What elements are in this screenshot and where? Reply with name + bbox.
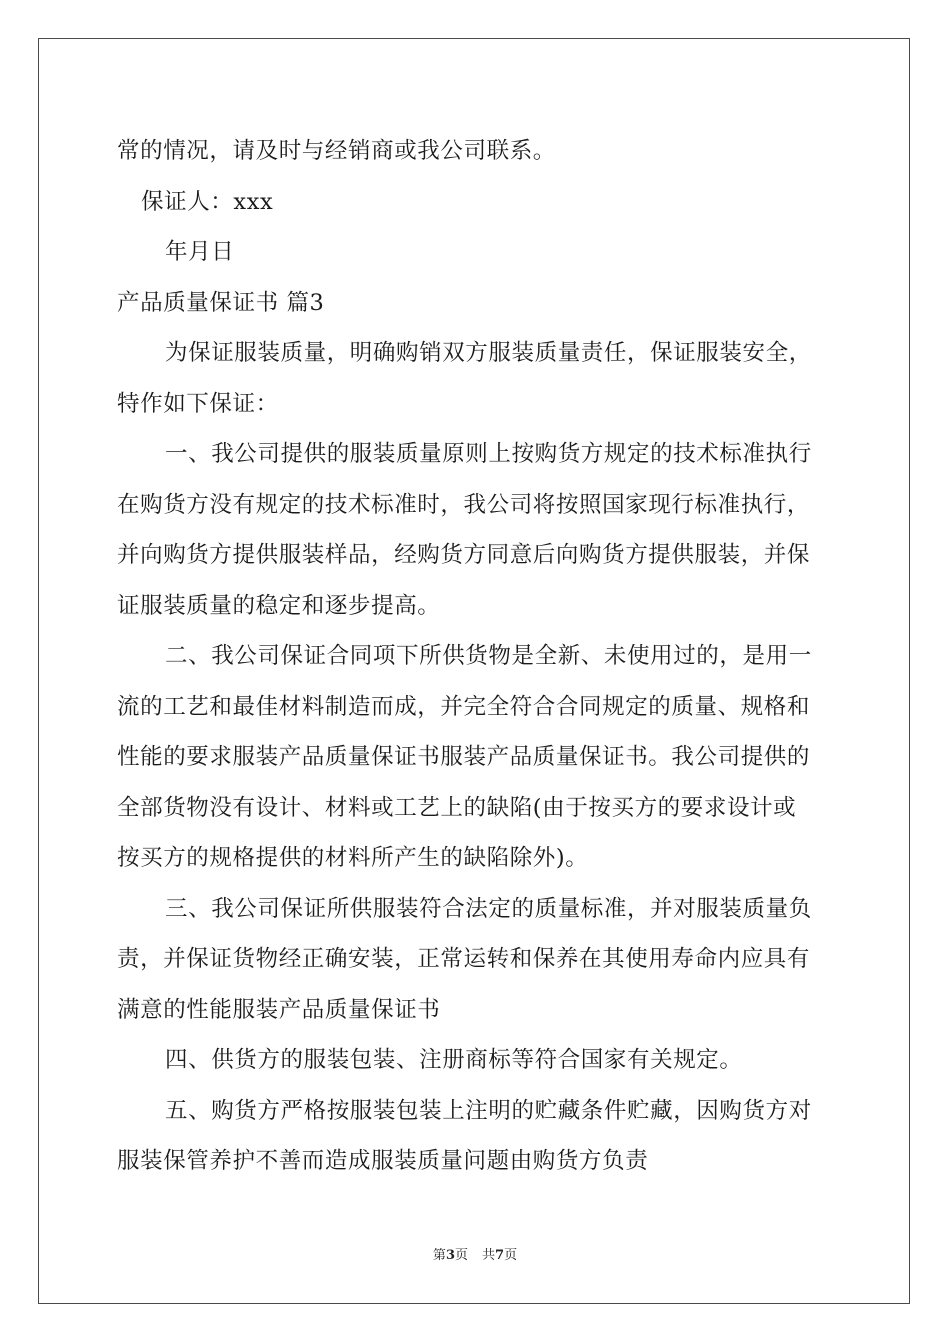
paragraph-line: 一、我公司提供的服装质量原则上按购货方规定的技术标准执行 — [165, 441, 812, 467]
paragraph-line: 按买方的规格提供的材料所产生的缺陷除外)。 — [117, 845, 589, 871]
paragraph-line: 证服装质量的稳定和逐步提高。 — [117, 592, 441, 619]
section-heading: 产品质量保证书 篇3 — [117, 289, 325, 316]
paragraph-line: 特作如下保证： — [117, 390, 279, 417]
paragraph-line: 常的情况，请及时与经销商或我公司联系。 — [117, 138, 556, 164]
total-unit: 页 — [504, 1248, 518, 1263]
paragraph-line: 并向购货方提供服装样品，经购货方同意后向购货方提供服装，并保 — [117, 542, 811, 568]
total-prefix: 共 — [482, 1248, 496, 1263]
paragraph-line: 二、我公司保证合同项下所供货物是全新、未使用过的，是用一 — [165, 643, 812, 669]
paragraph-line: 五、购货方严格按服装包装上注明的贮藏条件贮藏，因购货方对 — [165, 1097, 812, 1124]
guarantor-line: 保证人：xxx — [141, 188, 274, 215]
page-total: 7 — [495, 1248, 505, 1263]
page-footer — [0, 1244, 950, 1263]
paragraph-line: 满意的性能服装产品质量保证书 — [117, 996, 441, 1023]
paragraph-line: 责，并保证货物经正确安装，正常运转和保养在其使用寿命内应具有 — [117, 946, 811, 972]
paragraph-line: 服装保管养护不善而造成服装质量问题由购货方负责 — [117, 1148, 649, 1174]
page-unit: 页 — [454, 1248, 468, 1263]
paragraph-line: 性能的要求服装产品质量保证书服装产品质量保证书。我公司提供的 — [117, 744, 811, 770]
paragraph-line: 三、我公司保证所供服装符合法定的质量标准，并对服装质量负 — [165, 895, 812, 922]
paragraph-line: 全部货物没有设计、材料或工艺上的缺陷(由于按买方的要求设计或 — [117, 794, 797, 821]
page-prefix: 第 — [432, 1248, 446, 1263]
document-body — [117, 126, 835, 1187]
page-current: 3 — [445, 1248, 455, 1263]
date-line: 年月日 — [165, 239, 235, 265]
paragraph-line: 为保证服装质量，明确购销双方服装质量责任，保证服装安全， — [165, 340, 812, 366]
paragraph-line: 四、供货方的服装包装、注册商标等符合国家有关规定。 — [165, 1047, 743, 1073]
paragraph-line: 流的工艺和最佳材料制造而成，并完全符合合同规定的质量、规格和 — [117, 693, 811, 720]
paragraph-line: 在购货方没有规定的技术标准时，我公司将按照国家现行标准执行， — [117, 491, 811, 518]
